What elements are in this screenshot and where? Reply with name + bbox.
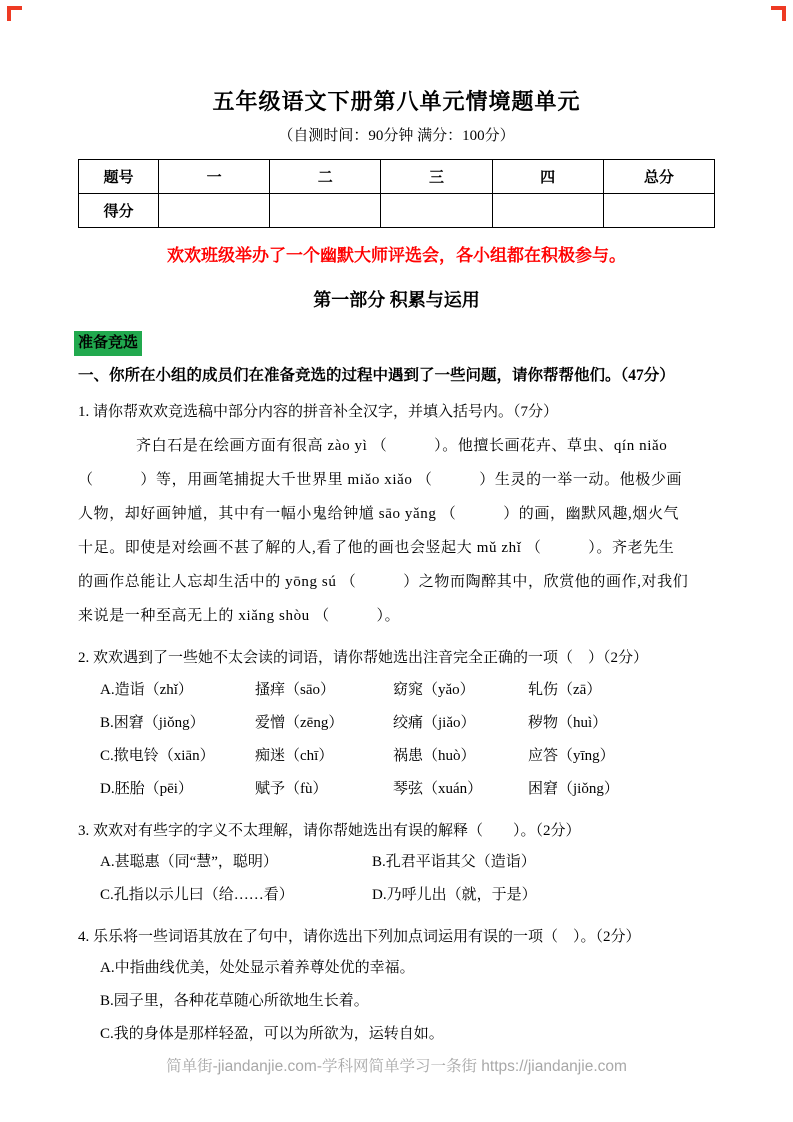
question-4-stem: 4. 乐乐将一些词语其放在了句中，请你选出下列加点词运用有误的一项（ ）。（2分） — [78, 929, 641, 945]
part-heading: 第一部分 积累与运用 — [313, 290, 480, 310]
score-row-label: 得分 — [79, 194, 159, 228]
score-table-header-cell: 题号 — [79, 160, 159, 194]
passage-line: 十足。即使是对绘画不甚了解的人,看了他的画也会竖起大 mǔ zhǐ （ ）。齐老先生 — [78, 540, 675, 556]
passage-line: 齐白石是在绘画方面有很高 zào yì （ ）。他擅长画花卉、草虫、qín niǎo — [136, 438, 668, 454]
question-3-stem: 3. 欢欢对有些字的字义不太理解，请你帮她选出有误的解释（ ）。（2分） — [78, 823, 581, 839]
question-3-options — [100, 846, 715, 912]
option-item: 痴迷（chī） — [255, 748, 334, 764]
passage-line: 来说是一种至高无上的 xiǎng shòu （ ）。 — [78, 608, 401, 624]
section-tag: 准备竞选 — [74, 331, 142, 356]
option-item: 赋予（fù） — [255, 781, 328, 797]
score-table-header-row — [79, 160, 715, 194]
crop-mark-top-left-icon — [7, 6, 22, 21]
option-item: D.胚胎（pēi） — [100, 781, 193, 797]
score-table-header-cell: 四 — [492, 160, 603, 194]
question-4-options — [100, 952, 715, 1051]
option-item: B.园子里，各种花草随心所欲地生长着。 — [100, 993, 369, 1009]
option-item: 应答（yīng） — [528, 748, 615, 764]
section-one-heading: 一、你所在小组的成员们在准备竞选的过程中遇到了一些问题，请你帮帮他们。（47分） — [78, 367, 675, 384]
question-2-options — [100, 674, 715, 806]
option-item: B.困窘（jiǒng） — [100, 715, 205, 731]
option-item: C.孔指以示儿曰（给……看） — [100, 887, 294, 903]
passage-line: （ ）等，用画笔捕捉大千世界里 miǎo xiǎo （ ）生灵的一举一动。他极少画 — [78, 472, 683, 488]
page-subtitle: （自测时间：90分钟 满分：100分） — [278, 128, 515, 144]
score-blank-cell — [270, 194, 381, 228]
option-item: 窈窕（yǎo） — [393, 682, 475, 698]
score-blank-cell — [492, 194, 603, 228]
option-item: 祸患（huò） — [393, 748, 476, 764]
crop-mark-top-right-icon — [771, 6, 786, 21]
score-table-header-cell: 三 — [381, 160, 492, 194]
score-table-header-cell: 一 — [159, 160, 270, 194]
option-item: A.造诣（zhǐ） — [100, 682, 193, 698]
scenario-intro: 欢欢班级举办了一个幽默大师评选会，各小组都在积极参与。 — [167, 246, 626, 265]
score-blank-cell — [381, 194, 492, 228]
option-item: 秽物（huì） — [528, 715, 608, 731]
option-item: D.乃呼儿出（就，于是） — [372, 887, 537, 903]
score-blank-cell — [159, 194, 270, 228]
question-1-passage — [78, 429, 715, 633]
option-item: 轧伤（zā） — [528, 682, 602, 698]
passage-line: 的画作总能让人忘却生活中的 yōng sú （ ）之物而陶醉其中，欣赏他的画作,对我们 — [78, 574, 689, 590]
option-item: C.我的身体是那样轻盈，可以为所欲为，运转自如。 — [100, 1026, 444, 1042]
page-footer: 简单街-jiandanjie.com-学科网简单学习一条街 https://jiandanjie.com — [166, 1058, 627, 1075]
option-item: 琴弦（xuán） — [393, 781, 483, 797]
score-blank-cell — [603, 194, 714, 228]
option-item: 绞痛（jiǎo） — [393, 715, 476, 731]
score-table-header-cell: 总分 — [603, 160, 714, 194]
passage-line: 人物，却好画钟馗，其中有一幅小鬼给钟馗 sāo yǎng （ ）的画，幽默风趣,烟火气 — [78, 506, 680, 522]
option-item: 困窘（jiǒng） — [528, 781, 619, 797]
option-item: A.中指曲线优美，处处显示着养尊处优的幸福。 — [100, 960, 415, 976]
option-item: A.甚聪惠（同“慧”，聪明） — [100, 854, 278, 870]
score-table-score-row — [79, 194, 715, 228]
question-1-stem: 1. 请你帮欢欢竞选稿中部分内容的拼音补全汉字，并填入括号内。（7分） — [78, 404, 559, 420]
option-item: C.揿电铃（xiān） — [100, 748, 215, 764]
page-title: 五年级语文下册第八单元情境题单元 — [212, 89, 581, 114]
score-table-header-cell: 二 — [270, 160, 381, 194]
option-item: 爱憎（zēng） — [255, 715, 344, 731]
option-item: B.孔君平诣其父（造诣） — [372, 854, 536, 870]
score-table — [78, 159, 715, 228]
question-2-stem: 2. 欢欢遇到了一些她不太会读的词语，请你帮她选出注音完全正确的一项（ ）（2分） — [78, 650, 649, 666]
option-item: 搔痒（sāo） — [255, 682, 335, 698]
